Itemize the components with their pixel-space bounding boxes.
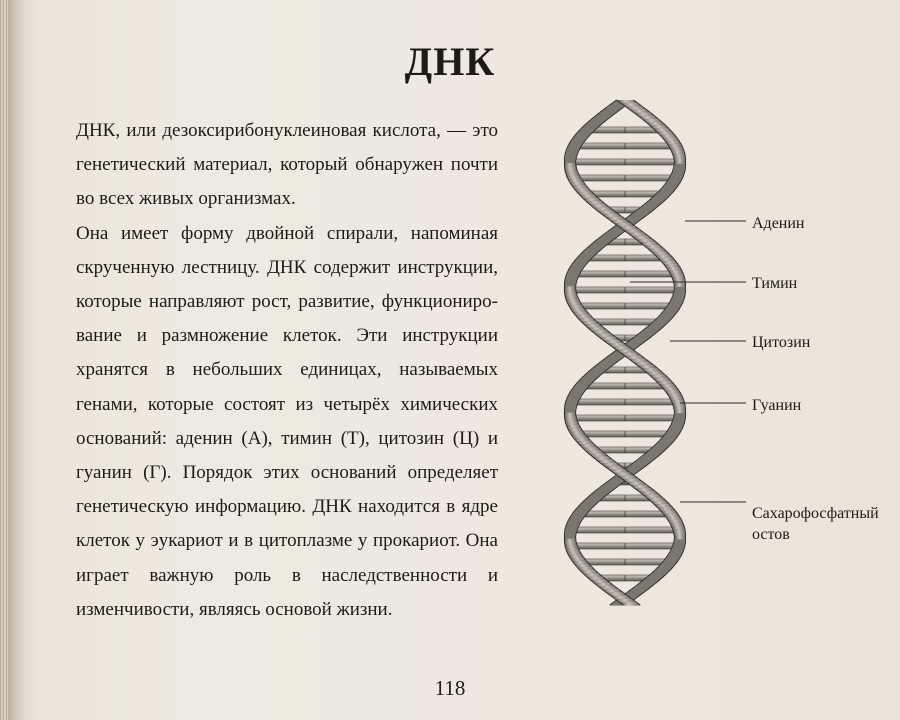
paragraph-2: Она имеет форму двойной спирали, напоминая скрученную лестницу. ДНК содержит инструкции, которые направляют рост, развитие, функционирование и размножение клеток. Эти инструкции хранятся в небольших единицах, называемых генами, которые состоят из четырёх химических оснований: аденин (А), тимин (Т), цитозин (Ц) и гуанин (Г). Порядок этих оснований определяет генетическую информацию. ДНК находится в ядре клеток у эукариот и в цитоплазме у прокариот. Она играет важную роль в наследственности и изменчивости, являясь основой жизни. (76, 222, 498, 620)
strand-b-edge (673, 542, 674, 545)
label-cytosine: Цитозин (752, 334, 811, 351)
strand-a-edge (576, 542, 577, 545)
strand-a-edge (673, 416, 674, 419)
page-number: 118 (434, 676, 466, 700)
body-text (76, 114, 498, 627)
strand-a-edge (685, 416, 686, 419)
label-adenine: Аденин (752, 215, 805, 232)
label-backbone-line1: Сахарофосфатный (752, 505, 879, 522)
paragraph-1: ДНК, или дезоксирибонуклеиновая кислота, — это генетический материал, который обнаружен почти во всех живых организмах. (76, 120, 498, 210)
strand-b-edge (576, 166, 577, 169)
strand-a-edge (685, 166, 686, 169)
strand-a-edge (673, 406, 674, 409)
strand-b-edge (564, 166, 565, 169)
strand-a-edge (685, 406, 686, 409)
page-edges (0, 0, 8, 720)
strand-a-segment (674, 160, 685, 164)
label-guanine: Гуанин (752, 397, 802, 414)
strand-b-edge (576, 416, 577, 419)
strand-a-edge (564, 542, 565, 545)
strand-a-edge (673, 166, 674, 169)
strand-b-edge (685, 542, 686, 545)
page-title: ДНК (404, 39, 496, 84)
label-backbone-line2: остов (752, 526, 790, 543)
strand-b-edge (564, 406, 565, 409)
label-thymine: Тимин (752, 275, 798, 292)
strand-b-segment (674, 283, 686, 287)
label-sugar-phosphate-backbone (752, 503, 879, 545)
strand-b-edge (564, 416, 565, 419)
strand-b-edge (576, 406, 577, 409)
strand-a-segment (674, 409, 686, 413)
strand-b-segment (674, 536, 685, 540)
